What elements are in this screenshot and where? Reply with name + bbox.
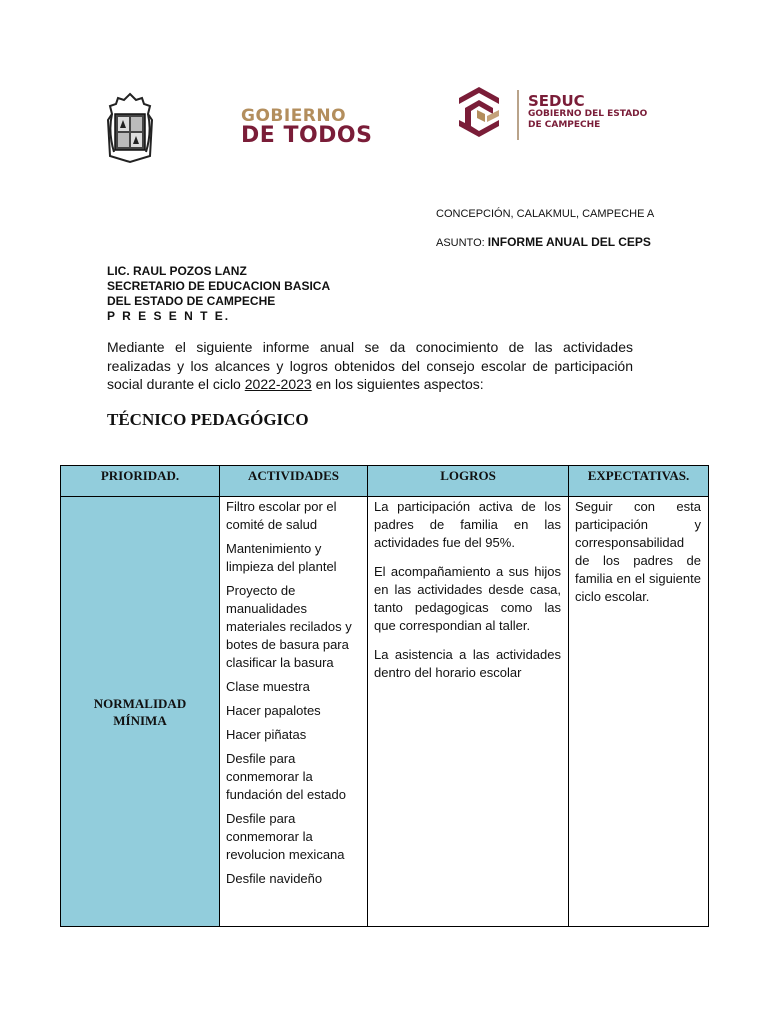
subject-line	[436, 235, 651, 249]
campeche-state-seal-icon	[106, 92, 154, 164]
gobierno-logo-line2: DE TODOS	[241, 123, 373, 148]
header-logros: LOGROS	[368, 466, 569, 497]
subject-value: INFORME ANUAL DEL CEPS	[487, 235, 651, 249]
seduc-title: SEDUC	[528, 92, 585, 110]
header-prioridad: PRIORIDAD.	[61, 466, 220, 497]
seduc-subtitle-line2: DE CAMPECHE	[528, 120, 601, 130]
seduc-subtitle-line1: GOBIERNO DEL ESTADO	[528, 109, 648, 119]
subject-label: ASUNTO:	[436, 237, 485, 249]
header-expectativas: EXPECTATIVAS.	[569, 466, 709, 497]
achievement-item: La participación activa de los padres de familia en las actividades fue del 95%.	[374, 499, 561, 550]
priority-line1: NORMALIDAD	[93, 695, 187, 711]
priority-line2: MÍNIMA	[113, 712, 167, 728]
activity-item: Filtro escolar por el comité de salud	[226, 499, 337, 532]
addressee-closing: P R E S E N T E.	[107, 309, 231, 323]
activity-item: Desfile para conmemorar la revolucion mexicana	[226, 811, 345, 862]
expectations-cell	[569, 497, 709, 927]
seduc-divider	[517, 90, 519, 140]
table-row	[61, 497, 709, 927]
addressee-name: LIC. RAUL POZOS LANZ	[107, 264, 247, 278]
activities-cell	[220, 497, 368, 927]
activity-item: Hacer piñatas	[226, 727, 307, 742]
achievement-item: La asistencia a las actividades dentro del horario escolar	[374, 647, 561, 680]
achievements-cell	[368, 497, 569, 927]
report-table	[60, 465, 709, 927]
activity-item: Desfile navideño	[226, 871, 323, 886]
letterhead	[0, 0, 768, 180]
addressee-role-line1: SECRETARIO DE EDUCACION BASICA	[107, 279, 331, 293]
activity-item: Hacer papalotes	[226, 703, 321, 718]
expectations-text: Seguir con esta participación y corresponsabilidad de los padres de familia en el siguiente ciclo escolar.	[575, 499, 701, 604]
place-date-line: CONCEPCIÓN, CALAKMUL, CAMPECHE A	[436, 208, 655, 220]
activity-item: Clase muestra	[226, 679, 310, 694]
gobierno-logo-line1: GOBIERNO	[241, 106, 347, 126]
intro-text-after: en los siguientes aspectos:	[311, 376, 484, 392]
addressee-block	[107, 264, 330, 324]
addressee-role-line2: DEL ESTADO DE CAMPECHE	[107, 294, 276, 308]
achievement-item: El acompañamiento a sus hijos en las actividades desde casa, tanto pedagogicas como las que correspondian al taller.	[374, 564, 561, 633]
seduc-hexagon-mark-icon	[451, 84, 507, 140]
table-header-row	[61, 466, 709, 497]
school-cycle: 2022-2023	[244, 376, 312, 392]
intro-paragraph	[107, 338, 633, 394]
activity-item: Mantenimiento y limpieza del plantel	[226, 541, 337, 574]
intro-text-before: Mediante el siguiente informe anual se da conocimiento de las actividades realizadas y los alcances y logros obtenidos del consejo escolar de participación social durante el ciclo	[107, 339, 633, 392]
section-title: TÉCNICO PEDAGÓGICO	[107, 410, 309, 429]
activity-item: Proyecto de manualidades materiales recilados y botes de basura para clasificar la basura	[226, 583, 352, 670]
priority-cell	[61, 497, 220, 927]
gobierno-de-todos-logo	[241, 106, 373, 150]
activity-item: Desfile para conmemorar la fundación del estado	[226, 751, 346, 802]
header-actividades: ACTIVIDADES	[220, 466, 368, 497]
seduc-logo-text	[528, 93, 678, 131]
